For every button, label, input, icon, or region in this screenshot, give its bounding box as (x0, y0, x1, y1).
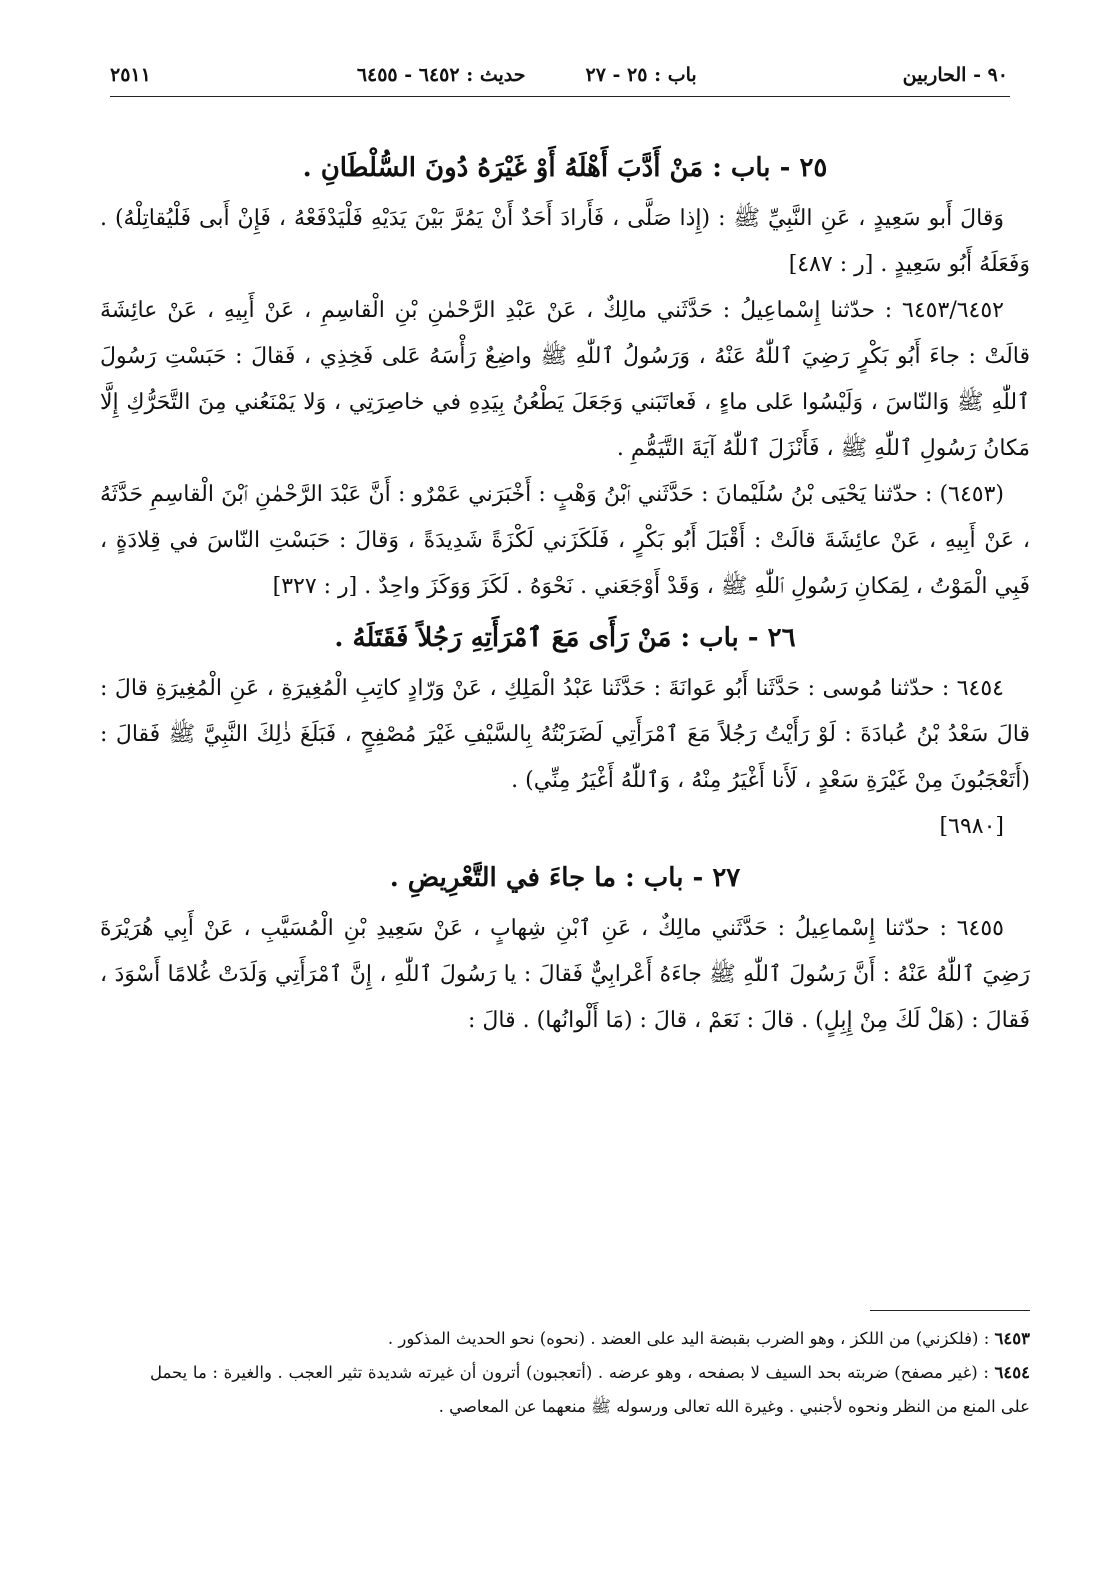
hadith-6454: ٦٤٥٤ : حدّثنا مُوسى : حَدَّثَنا أَبُو عَوانَةَ : حَدَّثَنا عَبْدُ الْمَلِكِ ، عَنْ وَرّادٍ كاتِبِ الْمُغِيرَةِ ، عَنِ الْمُغِيرَةِ قالَ : قالَ سَعْدُ بْنُ عُبادَةَ : لَوْ رَأَيْتُ رَجُلاً مَعَ ٱمْرَأَتِي لَضَرَبْتُهُ بِالسَّيْفِ غَيْرَ مُصْفِحٍ ، فَبَلَغَ ذٰلِكَ النَّبِيَّ ﷺ فَقالَ : (أَتَعْجَبُونَ مِنْ غَيْرَةِ سَعْدٍ ، لَأَنا أَغْيَرُ مِنْهُ ، وَٱللّٰهُ أَغْيَرُ مِنِّي) . (100, 676, 1030, 793)
main-text (100, 140, 1030, 1044)
header-rule (110, 96, 1010, 97)
hadith-6454-ref: [٦٩٨٠] (939, 814, 1004, 839)
bab-25-intro-text: وَقالَ أَبو سَعِيدٍ ، عَنِ النَّبِيِّ ﷺ : (إِذا صَلَّى ، فَأَرادَ أَحَدٌ أَنْ يَمُرَّ بَيْنَ يَدَيْهِ فَلْيَدْفَعْهُ ، فَإِنْ أَبى فَلْيُقاتِلْهُ) . وَفَعَلَهُ أَبُو سَعِيدٍ . (100, 206, 1030, 277)
bab-25-intro (100, 196, 1030, 288)
bab-25-title: ٢٥ - باب : مَنْ أَدَّبَ أَهْلَهُ أَوْ غَيْرَهُ دُونَ السُّلْطَانِ . (302, 153, 828, 183)
footnote-6454 (150, 1356, 1030, 1424)
footnotes (150, 1322, 1030, 1424)
page-header (110, 58, 1008, 92)
hadith-6452: ٦٤٥٣/٦٤٥٢ : حدّثنا إِسْماعِيلُ : حَدَّثَني مالِكٌ ، عَنْ عَبْدِ الرَّحْمٰنِ بْنِ الْقاسِمِ ، عَنْ أَبِيهِ ، عَنْ عائِشَةَ قالَتْ : جاءَ أَبُو بَكْرٍ رَضِيَ ٱللّٰهُ عَنْهُ ، وَرَسُولُ ٱللّٰهِ ﷺ واضِعٌ رَأْسَهُ عَلى فَخِذِي ، فَقالَ : حَبَسْتِ رَسُولَ ٱللّٰهِ ﷺ وَالنّاسَ ، وَلَيْسُوا عَلى ماءٍ ، فَعاتَبَني وَجَعَلَ يَطْعُنُ بِيَدِهِ في خاصِرَتِي ، وَلا يَمْنَعُني مِنَ التَّحَرُّكِ إِلَّا مَكانُ رَسُولِ ٱللّٰهِ ﷺ ، فَأَنْزَلَ ٱللّٰهُ آيَةَ التَّيَمُّمِ . (100, 298, 1030, 461)
bab-27-title: ٢٧ - باب : ما جاءَ في التَّعْرِيضِ . (389, 863, 741, 893)
footnote-text: : (غير مصفح) ضربته بحد السيف لا بصفحه ، وهو عرضه . (أتعجبون) أترون أن غيرته شديدة تثير العجب . والغيرة : ما يحمل على المنع من النظر ونحوه لأجنبي . وغيرة الله تعالى ورسوله ﷺ منعهما عن المعاصي . (150, 1363, 1030, 1416)
header-page-number: ٢٥١١ (110, 64, 151, 86)
bab-25-intro-ref: [ر : ٤٨٧] (788, 252, 874, 277)
header-center-group (357, 64, 697, 86)
header-bab-range: باب : ٢٥ - ٢٧ (585, 64, 697, 86)
footnote-number: ٦٤٥٤ (994, 1363, 1030, 1382)
hadith-6453 (100, 472, 1030, 610)
hadith-6453-ref: [ر : ٣٢٧] (272, 574, 358, 599)
footnote-text: : (فلكزني) من اللكز ، وهو الضرب بقبضة اليد على العضد . (نحوه) نحو الحديث المذكور . (387, 1329, 990, 1348)
bab-26-title: ٢٦ - باب : مَنْ رَأَى مَعَ ٱمْرَأَتِهِ رَجُلاً فَقَتَلَهُ . (334, 623, 796, 653)
hadith-6455: ٦٤٥٥ : حدّثنا إِسْماعِيلُ : حَدَّثَني مالِكٌ ، عَنِ ٱبْنِ شِهابٍ ، عَنْ سَعِيدِ بْنِ الْمُسَيَّبِ ، عَنْ أَبِي هُرَيْرَةَ رَضِيَ ٱللّٰهُ عَنْهُ : أَنَّ رَسُولَ ٱللّٰهِ ﷺ جاءَهُ أَعْرابِيٌّ فَقالَ : يا رَسُولَ ٱللّٰهِ ، إِنَّ ٱمْرَأَتِي وَلَدَتْ غُلامًا أَسْوَدَ ، فَقالَ : (هَلْ لَكَ مِنْ إِبِلٍ) . قالَ : نَعَمْ ، قالَ : (مَا أَلْوانُها) . قالَ : (100, 916, 1030, 1033)
hadith-6453-text: (٦٤٥٣) : حدّثنا يَحْيَى بْنُ سُلَيْمانَ : حَدَّثَني ٱبْنُ وَهْبٍ : أَخْبَرَني عَمْرٌو : أَنَّ عَبْدَ الرَّحْمٰنِ ٱبْنَ الْقاسِمِ حَدَّثَهُ ، عَنْ أَبِيهِ ، عَنْ عائِشَةَ قالَتْ : أَقْبَلَ أَبُو بَكْرٍ ، فَلَكَزَني لَكْزَةً شَدِيدَةً ، وَقالَ : حَبَسْتِ النّاسَ في قِلادَةٍ ، فَبِي الْمَوْتُ ، لِمَكانِ رَسُولِ ٱللّٰهِ ﷺ ، وَقَدْ أَوْجَعَني . نَحْوَهُ . لَكَزَ وَوَكَزَ واحِدٌ . (100, 482, 1030, 599)
header-hadith-range: حديث : ٦٤٥٢ - ٦٤٥٥ (356, 64, 526, 86)
footnote-rule (870, 1310, 1030, 1311)
footnote-number: ٦٤٥٣ (994, 1329, 1030, 1348)
footnote-6453 (150, 1322, 1030, 1356)
header-chapter-title: ٩٠ - الحاربين (902, 64, 1008, 86)
